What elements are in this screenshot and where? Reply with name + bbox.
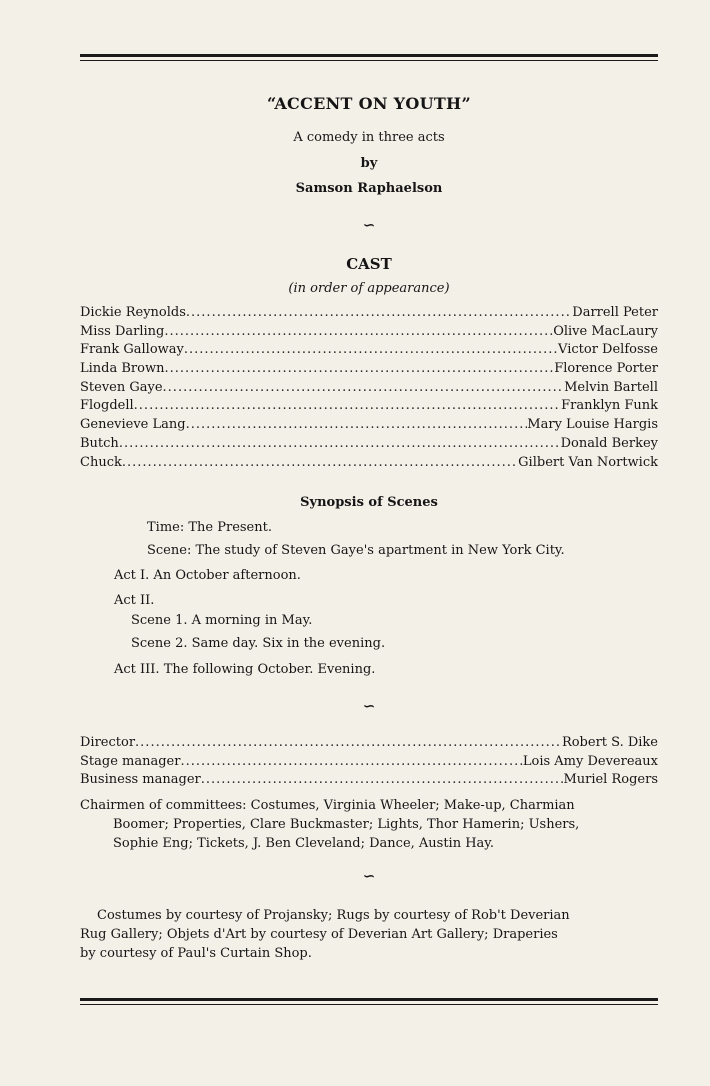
committee-chairmen <box>80 796 658 853</box>
cast-role: Frank Galloway <box>80 342 184 358</box>
leader-dots <box>164 360 554 379</box>
synopsis-time: Time: The Present. <box>147 520 272 535</box>
synopsis-act-1: Act I. An October afternoon. <box>114 568 301 583</box>
cast-actor: Darrell Peter <box>572 305 658 320</box>
cast-row <box>80 341 658 360</box>
ornament-icon: ∽ <box>362 867 376 885</box>
cast-actor: Mary Louise Hargis <box>527 417 658 433</box>
cast-role: Flogdell <box>80 398 134 414</box>
cast-row <box>80 435 658 454</box>
synopsis-act-2: Act II. <box>114 593 155 608</box>
synopsis-act-3: Act III. The following October. Evening. <box>114 662 376 677</box>
synopsis-heading: Synopsis of Scenes <box>300 495 438 510</box>
leader-dots <box>186 416 528 435</box>
cast-role: Dickie Reynolds <box>80 305 186 320</box>
staff-role: Stage manager <box>80 753 181 769</box>
leader-dots <box>186 304 572 323</box>
staff-name: Robert S. Dike <box>561 735 658 750</box>
cast-note: (in order of appearance) <box>288 281 450 296</box>
cast-role: Linda Brown <box>80 361 165 377</box>
cast-heading: CAST <box>346 255 392 273</box>
courtesy-credits <box>80 906 658 963</box>
synopsis-act-2-scene-1: Scene 1. A morning in May. <box>131 613 313 628</box>
chairmen-line: Chairmen of committees: Costumes, Virginia Wheeler; Make-up, Charmian <box>80 798 575 813</box>
credits-line: Rug Gallery; Objets d'Art by courtesy of Deverian Art Gallery; Draperies <box>80 927 558 942</box>
cast-actor: Donald Berkey <box>560 435 658 451</box>
chairmen-line: Boomer; Properties, Clare Buckmaster; Lights, Thor Hamerin; Ushers, <box>113 817 580 832</box>
cast-actor: Melvin Bartell <box>564 379 658 395</box>
cast-row <box>80 416 658 435</box>
cast-row <box>80 397 658 416</box>
chairmen-line: Sophie Eng; Tickets, J. Ben Cleveland; Dance, Austin Hay. <box>113 836 495 851</box>
cast-row <box>80 323 658 342</box>
cast-actor: Olive MacLaury <box>553 323 658 339</box>
cast-actor: Gilbert Van Nortwick <box>518 454 658 470</box>
by-line: by <box>360 156 378 171</box>
ornament-icon: ∽ <box>362 216 376 234</box>
cast-role: Chuck <box>80 454 122 470</box>
ornament-icon: ∽ <box>362 697 376 715</box>
leader-dots <box>135 734 562 753</box>
leader-dots <box>134 397 561 416</box>
credits-line: by courtesy of Paul's Curtain Shop. <box>80 946 312 961</box>
staff-row <box>80 734 658 753</box>
staff-role: Director <box>80 735 136 750</box>
synopsis-act-2-scene-2: Scene 2. Same day. Six in the evening. <box>131 636 386 651</box>
cast-row <box>80 454 658 473</box>
cast-role: Genevieve Lang <box>80 417 186 433</box>
cast-actor: Florence Porter <box>554 361 658 377</box>
staff-row <box>80 771 658 790</box>
leader-dots <box>122 454 518 473</box>
staff-name: Lois Amy Devereaux <box>522 753 658 769</box>
leader-dots <box>184 341 558 360</box>
cast-list <box>80 304 658 472</box>
leader-dots <box>163 379 565 398</box>
staff-name: Muriel Rogers <box>563 772 658 788</box>
cast-role: Steven Gaye <box>80 379 163 395</box>
staff-list <box>80 734 658 790</box>
leader-dots <box>201 771 564 790</box>
cast-row <box>80 304 658 323</box>
cast-role: Miss Darling <box>80 323 165 339</box>
synopsis-scene: Scene: The study of Steven Gaye's apartment in New York City. <box>147 543 565 558</box>
staff-role: Business manager <box>80 772 201 788</box>
play-subtitle: A comedy in three acts <box>293 130 445 145</box>
credits-line: Costumes by courtesy of Projansky; Rugs by courtesy of Rob't Deverian <box>97 908 570 923</box>
cast-actor: Franklyn Funk <box>561 398 658 414</box>
cast-row <box>80 379 658 398</box>
cast-role: Butch <box>80 435 119 451</box>
play-title: “ACCENT ON YOUTH” <box>267 94 471 113</box>
bottom-double-rule <box>80 998 658 1005</box>
leader-dots <box>119 435 561 454</box>
cast-row <box>80 360 658 379</box>
leader-dots <box>180 753 522 772</box>
top-double-rule <box>80 54 658 61</box>
author-name: Samson Raphaelson <box>295 181 443 196</box>
cast-actor: Victor Delfosse <box>558 342 658 358</box>
staff-row <box>80 753 658 772</box>
leader-dots <box>164 323 553 342</box>
